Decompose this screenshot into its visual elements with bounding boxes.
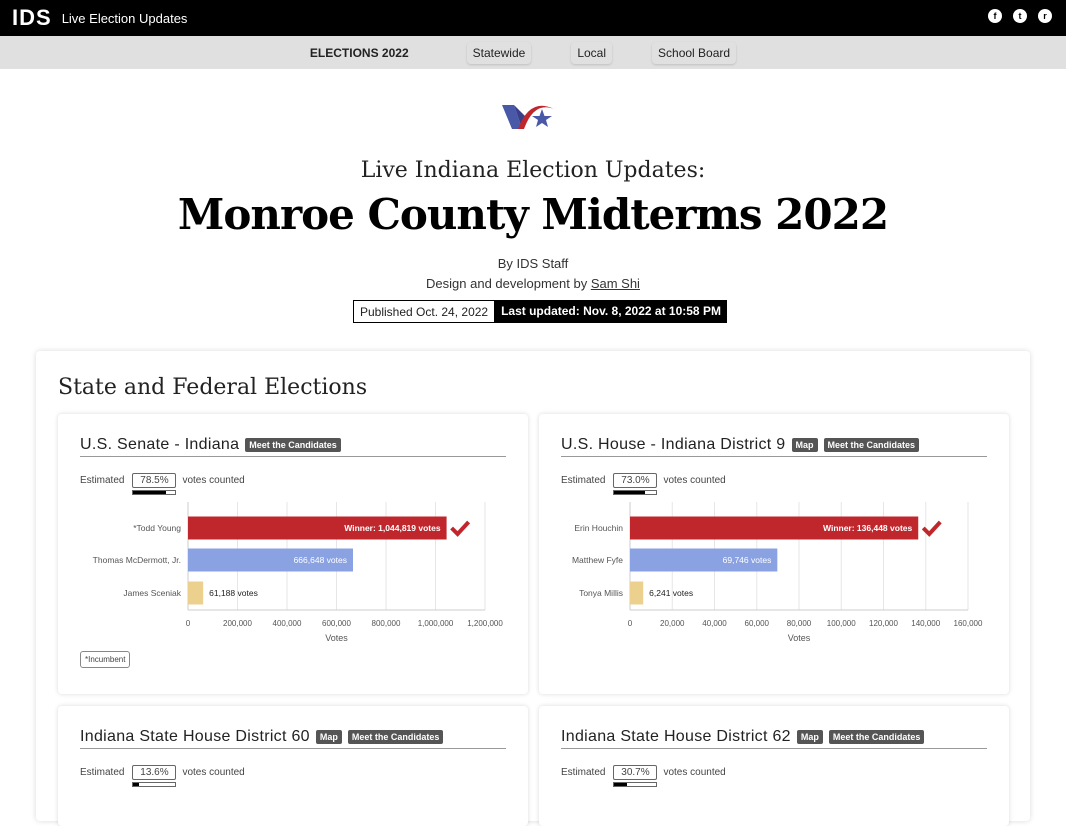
- byline: By IDS Staff: [497, 256, 569, 271]
- percent-counted: [132, 765, 176, 780]
- tick-label: 40,000: [702, 619, 727, 628]
- winner-check-icon: [452, 522, 469, 534]
- estimated-label: Estimated: [561, 767, 606, 778]
- tick-label: 800,000: [371, 619, 401, 628]
- dates: [353, 300, 727, 323]
- race-title: Indiana State House District 60: [80, 728, 310, 745]
- nav-brand[interactable]: ELECTIONS 2022: [309, 45, 409, 60]
- tick-label: 60,000: [744, 619, 769, 628]
- map-button[interactable]: Map: [316, 730, 342, 744]
- site-title[interactable]: Live Election Updates: [61, 10, 188, 26]
- tick-label: 1,200,000: [467, 619, 503, 628]
- progress-bar: [132, 782, 176, 787]
- vote-emblem-icon: [500, 95, 556, 133]
- progress-fill: [133, 783, 139, 786]
- race-card: [58, 706, 528, 826]
- candidate-name: Thomas McDermott, Jr.: [92, 555, 181, 565]
- vote-label: 666,648 votes: [293, 555, 347, 565]
- tick-label: 400,000: [272, 619, 302, 628]
- race-title: Indiana State House District 62: [561, 728, 791, 745]
- race-card: [58, 414, 528, 694]
- meet-candidates-button[interactable]: Meet the Candidates: [348, 730, 444, 744]
- twitter-icon[interactable]: t: [1013, 9, 1027, 23]
- race-title: U.S. Senate - Indiana: [80, 436, 240, 453]
- estimated-label: Estimated: [80, 475, 125, 486]
- tab-statewide[interactable]: Statewide: [467, 42, 532, 64]
- tick-label: 160,000: [953, 619, 983, 628]
- incumbent-note: *Incumbent: [80, 651, 130, 668]
- estimated-label: Estimated: [80, 767, 125, 778]
- tick-label: 100,000: [826, 619, 856, 628]
- tick-label: 200,000: [223, 619, 252, 628]
- percent-value: 78.5%: [140, 475, 169, 486]
- candidate-name: Tonya Millis: [579, 588, 623, 598]
- vote-bar: [630, 582, 643, 605]
- vote-label: Winner: 136,448 votes: [823, 523, 913, 533]
- tab-school-board[interactable]: School Board: [652, 42, 736, 64]
- meet-candidates-button[interactable]: Meet the Candidates: [824, 438, 920, 452]
- percent-value: 13.6%: [140, 767, 169, 778]
- progress-fill: [614, 783, 627, 786]
- tick-label: 140,000: [911, 619, 941, 628]
- counted-label: votes counted: [182, 767, 245, 778]
- candidate-name: Erin Houchin: [574, 523, 623, 533]
- tick-label: 600,000: [322, 619, 351, 628]
- vote-label: Winner: 1,044,819 votes: [344, 523, 441, 533]
- published-date: Published Oct. 24, 2022: [353, 300, 495, 323]
- tick-label: 1,000,000: [417, 619, 454, 628]
- ids-logo[interactable]: IDS: [12, 5, 52, 30]
- social-links: [988, 9, 1052, 23]
- top-bar: [0, 0, 1066, 36]
- meet-candidates-button[interactable]: Meet the Candidates: [245, 438, 341, 452]
- page-title: Monroe County Midterms 2022: [177, 190, 889, 239]
- progress-bar: [613, 782, 657, 787]
- tick-label: 0: [627, 619, 633, 628]
- section-title: State and Federal Elections: [58, 375, 368, 400]
- votes-counted: [80, 765, 245, 780]
- race-title-row: [80, 728, 506, 749]
- race-title-row: [561, 728, 987, 749]
- vote-label: 61,188 votes: [209, 588, 258, 598]
- facebook-icon[interactable]: f: [988, 9, 1002, 23]
- tick-label: 0: [185, 619, 191, 628]
- kicker: Live Indiana Election Updates:: [360, 158, 706, 183]
- nav-bar: [0, 36, 1066, 69]
- x-axis-label: Votes: [787, 633, 811, 643]
- percent-value: 30.7%: [621, 767, 650, 778]
- results-chart: [58, 414, 528, 654]
- race-card: [539, 706, 1009, 826]
- meet-candidates-button[interactable]: Meet the Candidates: [829, 730, 925, 744]
- tick-label: 20,000: [660, 619, 685, 628]
- percent-value: 73.0%: [621, 475, 650, 486]
- votes-counted: [561, 765, 726, 780]
- counted-label: votes counted: [182, 475, 245, 486]
- vote-label: 6,241 votes: [649, 588, 694, 598]
- tab-local[interactable]: Local: [571, 42, 612, 64]
- vote-bar: [188, 582, 203, 605]
- credit-link[interactable]: Sam Shi: [590, 276, 640, 291]
- credit: [0, 276, 1066, 291]
- candidate-name: *Todd Young: [133, 523, 181, 533]
- candidate-name: Matthew Fyfe: [571, 555, 623, 565]
- counted-label: votes counted: [663, 767, 726, 778]
- results-chart: [539, 414, 1009, 654]
- x-axis-label: Votes: [325, 633, 348, 643]
- tick-label: 120,000: [869, 619, 898, 628]
- credit-prefix: Design and development by: [426, 276, 591, 291]
- estimated-label: Estimated: [561, 475, 606, 486]
- candidate-name: James Sceniak: [123, 588, 181, 598]
- tick-label: 80,000: [786, 619, 812, 628]
- reddit-icon[interactable]: r: [1038, 9, 1052, 23]
- last-updated: Last updated: Nov. 8, 2022 at 10:58 PM: [495, 300, 727, 323]
- race-card: [539, 414, 1009, 694]
- vote-label: 69,746 votes: [722, 555, 772, 565]
- map-button[interactable]: Map: [797, 730, 823, 744]
- counted-label: votes counted: [663, 475, 726, 486]
- map-button[interactable]: Map: [792, 438, 818, 452]
- race-title: U.S. House - Indiana District 9: [561, 436, 786, 453]
- percent-counted: [613, 765, 657, 780]
